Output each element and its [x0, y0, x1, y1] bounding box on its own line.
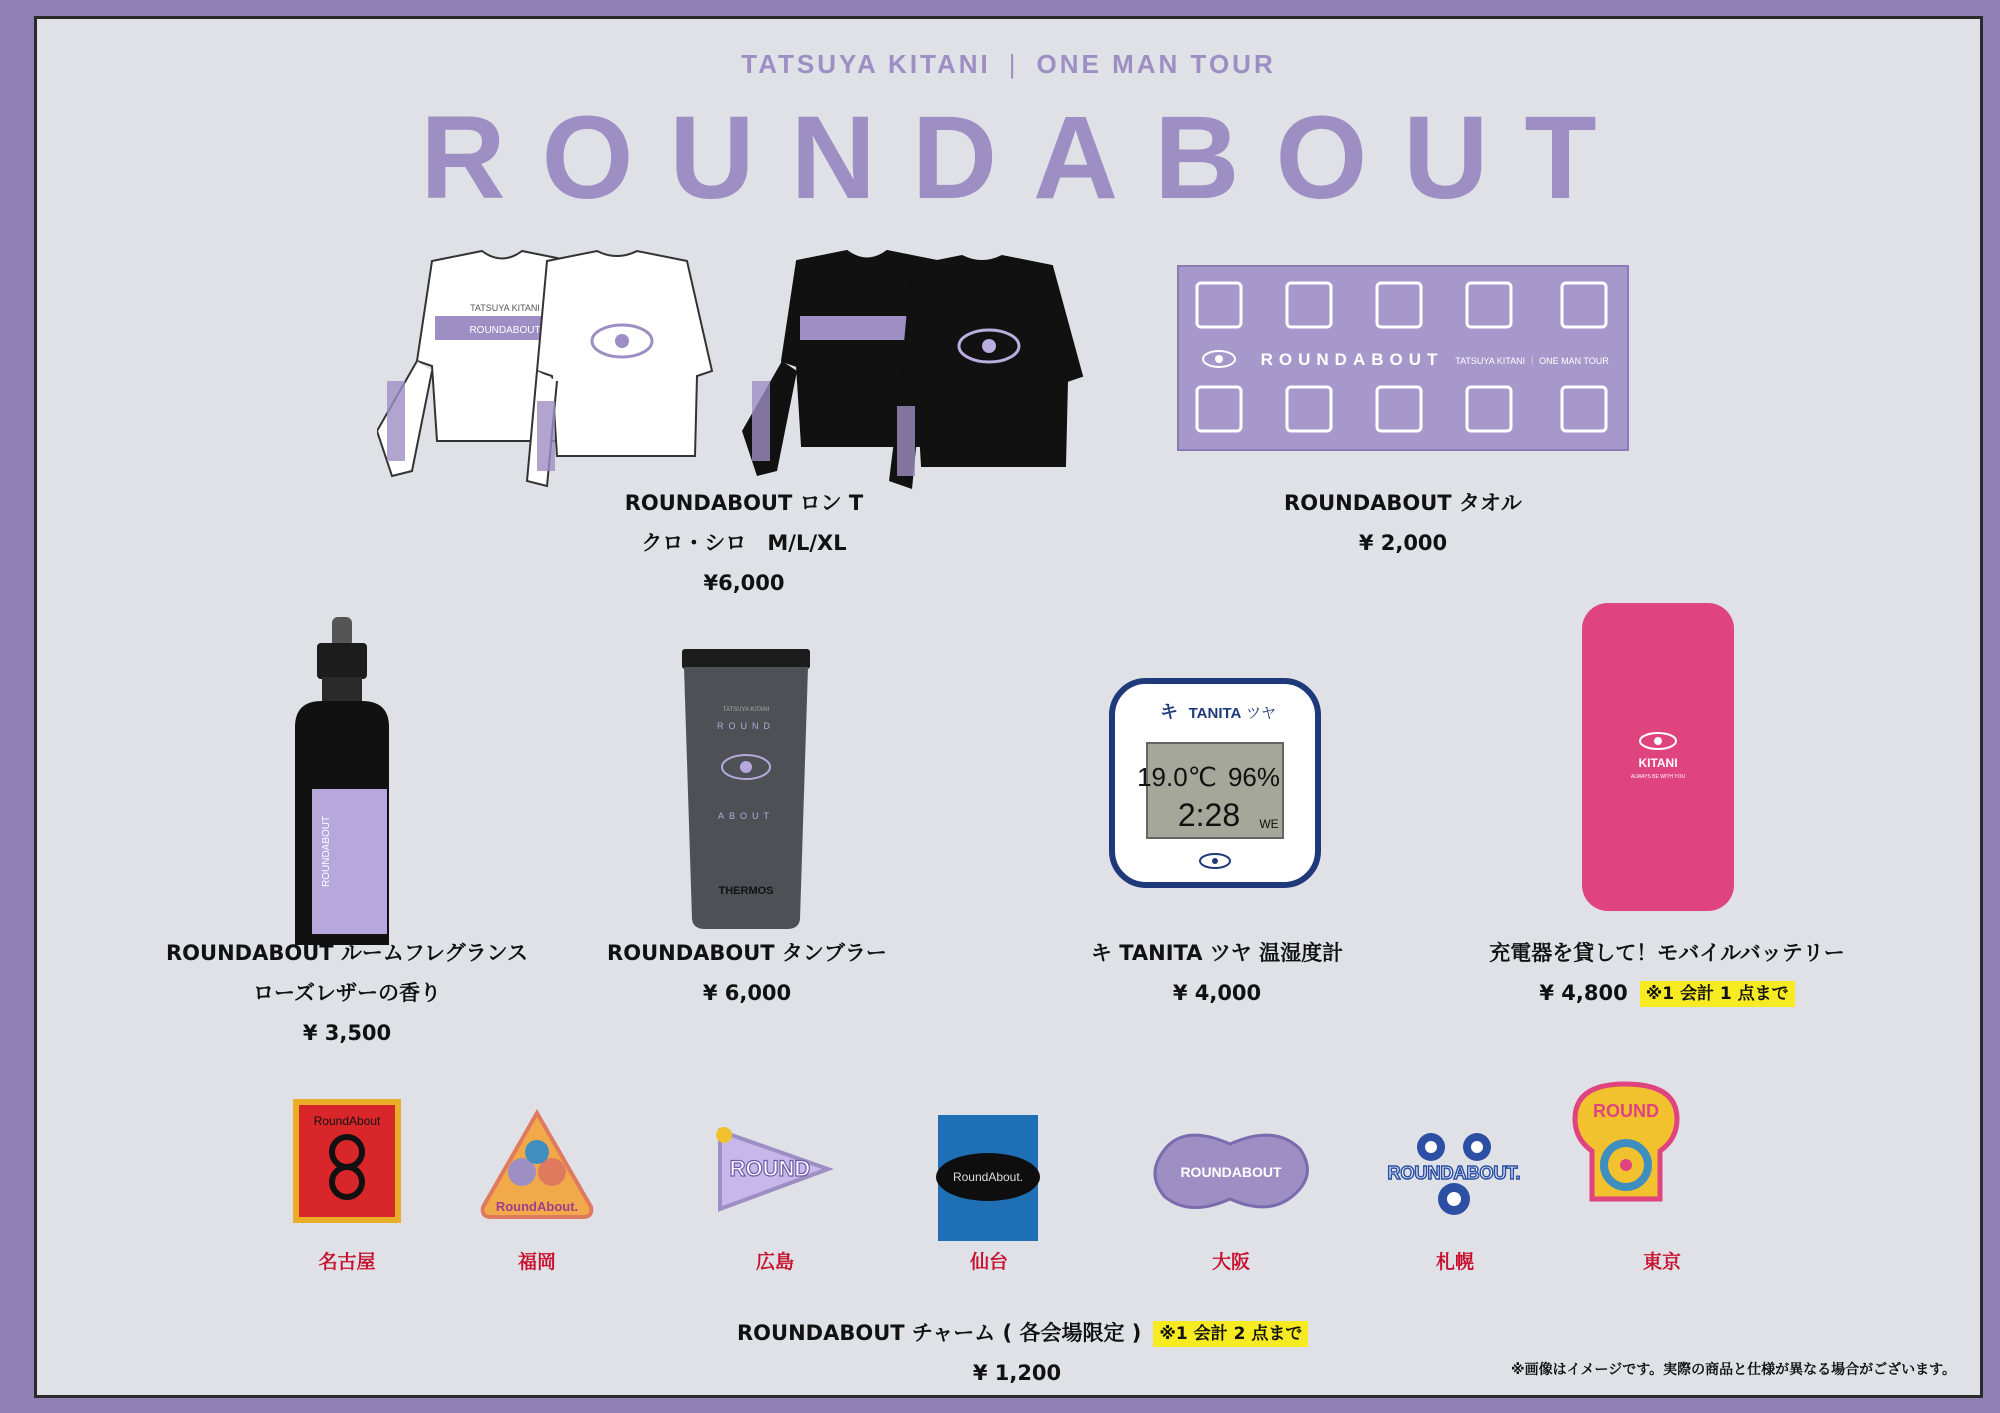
image-disclaimer: ※画像はイメージです。実際の商品と仕様が異なる場合がございます。 — [1511, 1362, 1956, 1378]
white-longtee-back — [527, 251, 712, 486]
thermometer-time: 2:28 — [1177, 797, 1241, 833]
charm-tokyo-image — [1565, 1079, 1687, 1243]
charm-fukuoka-image — [477, 1107, 597, 1227]
thermometer-brand-right: ツヤ — [1245, 705, 1277, 722]
battery-print-name: KITANI — [1638, 756, 1678, 770]
tumbler-print-round: ROUND — [717, 721, 775, 731]
tumbler-print-about: ABOUT — [717, 811, 775, 821]
fragrance-image — [277, 617, 407, 947]
battery-image — [1580, 601, 1736, 913]
venue-nagoya: 名古屋 — [318, 1251, 376, 1273]
battery-print-tagline: ALWAYS BE WITH YOU — [1630, 774, 1686, 780]
charm-tokyo-text: ROUND — [1593, 1101, 1659, 1121]
longtee-caption — [564, 483, 924, 603]
charm-sendai-text: RoundAbout. — [952, 1170, 1024, 1184]
tumbler-name: ROUNDABOUT タンブラー — [607, 941, 887, 965]
tumbler-brand: THERMOS — [718, 885, 774, 897]
charm-fukuoka-text: RoundAbout. — [495, 1199, 579, 1214]
venue-sendai: 仙台 — [969, 1251, 1008, 1273]
charm-nagoya-image — [291, 1097, 403, 1225]
thermometer-humidity: 96% — [1227, 762, 1281, 792]
longtee-print-title: ROUNDABOUT — [469, 325, 541, 336]
venue-sapporo: 札幌 — [1435, 1251, 1474, 1273]
merch-sheet — [34, 16, 1983, 1398]
tumbler-price: ¥ 6,000 — [702, 981, 792, 1005]
longtee-image — [377, 231, 1117, 491]
tour-name: ONE MAN TOUR — [1036, 49, 1276, 79]
battery-name: 充電器を貸して！モバイルバッテリー — [1489, 941, 1845, 965]
towel-print-title: ROUNDABOUT — [1260, 350, 1444, 369]
fragrance-label-text: ROUNDABOUT — [321, 815, 332, 887]
towel-image — [1177, 265, 1629, 451]
tour-title: ROUNDABOUT — [420, 92, 1633, 224]
venue-osaka: 大阪 — [1211, 1251, 1250, 1273]
tumbler-caption — [597, 933, 897, 1013]
thermometer-brand-left: キ — [1160, 702, 1178, 722]
charm-sendai-image — [936, 1113, 1040, 1243]
longtee-print-artist: TATSUYA KITANI — [470, 303, 540, 313]
venue-tokyo: 東京 — [1642, 1251, 1681, 1273]
charm-hiroshima-image — [700, 1119, 842, 1219]
charm-caption — [737, 1313, 1303, 1393]
thermometer-image — [1109, 678, 1321, 888]
battery-price: ¥ 4,800 — [1539, 981, 1628, 1005]
charm-name: ROUNDABOUT チャーム ( 各会場限定 ) — [737, 1321, 1142, 1345]
towel-print-subtitle: TATSUYA KITANI ｜ ONE MAN TOUR — [1455, 356, 1609, 366]
battery-caption — [1467, 933, 1867, 1013]
tumbler-print-artist: TATSUYA KITANI — [722, 707, 770, 713]
longtee-variants: クロ・シロ M/L/XL — [641, 531, 847, 555]
thermometer-brand: TANITA — [1188, 705, 1242, 722]
tumbler-image — [682, 649, 862, 931]
venue-hiroshima: 広島 — [755, 1251, 794, 1273]
longtee-price: ¥6,000 — [703, 571, 785, 595]
thermometer-name: キ TANITA ツヤ 温湿度計 — [1090, 941, 1344, 965]
charm-osaka-image — [1145, 1119, 1317, 1223]
subtitle-separator: | — [1008, 49, 1019, 79]
venue-fukuoka: 福岡 — [517, 1251, 556, 1273]
black-longtee-back — [889, 256, 1082, 489]
charm-sapporo-text: ROUNDABOUT. — [1387, 1163, 1521, 1183]
charm-nagoya-text: RoundAbout — [313, 1114, 381, 1128]
charm-purchase-limit-note: ※1 会計 2 点まで — [1153, 1321, 1308, 1347]
charm-price: ¥ 1,200 — [972, 1361, 1062, 1385]
fragrance-caption — [137, 933, 557, 1053]
towel-caption — [1223, 483, 1583, 563]
fragrance-price: ¥ 3,500 — [302, 1021, 392, 1045]
thermometer-day: WE — [1259, 817, 1279, 831]
fragrance-scent: ローズレザーの香り — [253, 981, 441, 1005]
towel-price: ¥ 2,000 — [1358, 531, 1448, 555]
towel-name: ROUNDABOUT タオル — [1284, 491, 1522, 515]
charm-osaka-text: ROUNDABOUT — [1180, 1164, 1282, 1180]
artist-name: TATSUYA KITANI — [741, 49, 991, 79]
charm-sapporo-image — [1379, 1125, 1529, 1221]
thermometer-temperature: 19.0℃ — [1137, 762, 1217, 792]
thermometer-price: ¥ 4,000 — [1172, 981, 1262, 1005]
battery-purchase-limit-note: ※1 会計 1 点まで — [1640, 981, 1795, 1007]
thermometer-caption — [1057, 933, 1377, 1013]
longtee-name: ROUNDABOUT ロン T — [624, 491, 864, 515]
fragrance-name: ROUNDABOUT ルームフレグランス — [166, 941, 528, 965]
charm-hiroshima-text: ROUND — [729, 1156, 811, 1181]
tour-subtitle — [37, 49, 1980, 80]
